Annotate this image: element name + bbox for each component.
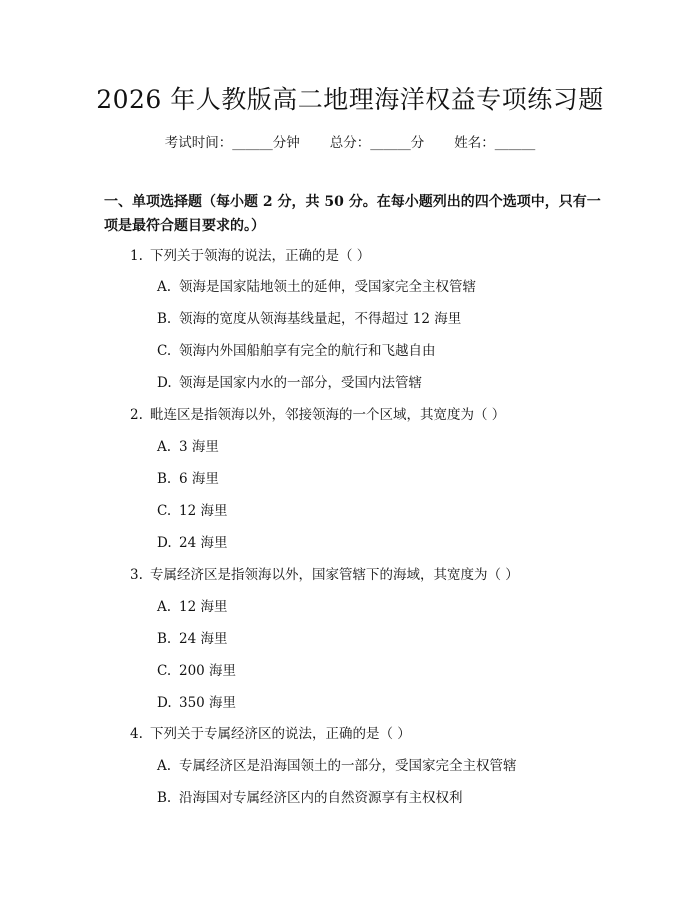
option-letter: B. [157,311,172,327]
option-letter: C. [157,663,172,679]
option-letter: C. [157,343,172,359]
option-letter: B. [157,631,172,647]
option-3d [157,691,236,711]
question-2 [130,403,505,423]
option-1d [157,371,422,391]
option-2a [157,435,219,455]
option-letter: A. [157,758,172,774]
option-text: 领海的宽度从领海基线量起，不得超过 12 海里 [179,311,462,327]
option-1b [157,307,461,327]
option-text: 3 海里 [179,439,219,455]
option-3c [157,659,236,679]
option-text: 200 海里 [179,663,237,679]
option-letter: A. [157,599,172,615]
option-text: 领海是国家陆地领土的延伸，受国家完全主权管辖 [179,279,476,295]
option-text: 24 海里 [179,631,228,647]
option-text: 领海是国家内水的一部分，受国内法管辖 [179,375,422,391]
option-text: 12 海里 [179,599,228,615]
exam-meta [0,131,700,151]
question-text: 下列关于专属经济区的说法，正确的是（ ） [150,726,411,742]
option-text: 6 海里 [179,471,219,487]
question-text: 下列关于领海的说法，正确的是（ ） [150,248,371,264]
option-letter: D. [157,535,172,551]
option-letter: A. [157,439,172,455]
question-number: 3. [130,567,143,583]
option-2d [157,531,227,551]
option-letter: B. [157,790,172,806]
option-2c [157,499,227,519]
option-4b [157,786,463,806]
question-4 [130,722,411,742]
option-1a [157,275,476,295]
option-letter: C. [157,503,172,519]
option-letter: B. [157,471,172,487]
question-1 [130,244,370,264]
option-1c [157,339,436,359]
exam-time: 考试时间：______分钟 [164,135,300,151]
option-text: 12 海里 [179,503,228,519]
question-number: 4. [130,726,143,742]
question-3 [130,563,519,583]
option-3a [157,595,227,615]
option-letter: A. [157,279,172,295]
option-text: 350 海里 [179,695,237,711]
option-letter: D. [157,695,172,711]
page-title: 2026 年人教版高二地理海洋权益专项练习题 [96,85,604,114]
question-text: 专属经济区是指领海以外，国家管辖下的海域，其宽度为（ ） [150,567,519,583]
option-text: 24 海里 [179,535,228,551]
option-2b [157,467,219,487]
option-letter: D. [157,375,172,391]
question-number: 1. [130,248,143,264]
option-text: 沿海国对专属经济区内的自然资源享有主权权利 [179,790,463,806]
student-name: 姓名：______ [454,135,536,151]
question-text: 毗连区是指领海以外，邻接领海的一个区域，其宽度为（ ） [150,407,506,423]
option-text: 专属经济区是沿海国领土的一部分，受国家完全主权管辖 [179,758,517,774]
option-4a [157,754,517,774]
option-3b [157,627,227,647]
option-text: 领海内外国船舶享有完全的航行和飞越自由 [179,343,436,359]
question-number: 2. [130,407,143,423]
total-score: 总分：______分 [329,135,425,151]
section-heading: 一、单项选择题（每小题 2 分，共 50 分。在每小题列出的四个选项中，只有一项是最符合题目要求的。） [104,194,601,234]
